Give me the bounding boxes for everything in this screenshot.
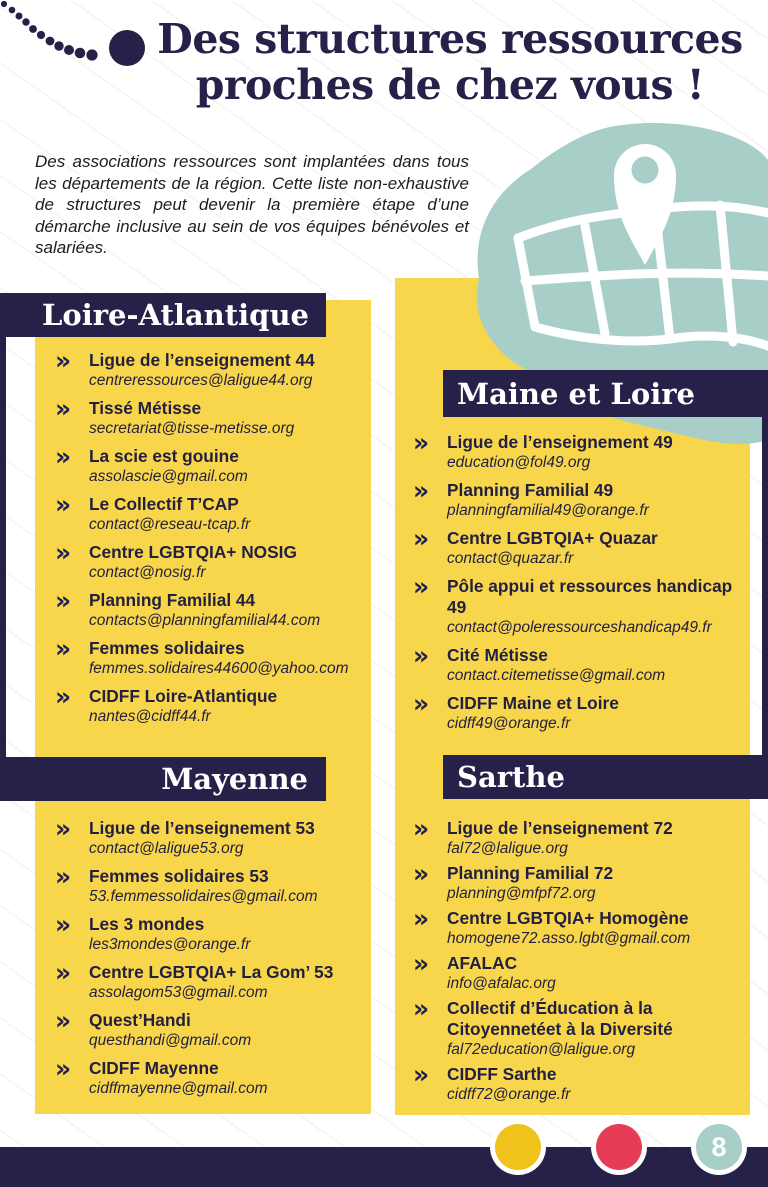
list-item — [413, 428, 750, 473]
org-email: cidff72@orange.fr — [447, 1086, 571, 1103]
title-line2: proches de chez vous ! — [195, 61, 705, 109]
org-name: La scie est gouine — [89, 446, 239, 466]
org-name: Ligue de l’enseignement 53 — [89, 818, 315, 838]
org-name: Femmes solidaires 53 — [89, 866, 269, 886]
org-email: nantes@cidff44.fr — [89, 708, 211, 725]
list-item — [413, 949, 750, 994]
org-email: cidffmayenne@gmail.com — [89, 1080, 268, 1097]
chevron-bullet-icon: » — [55, 958, 71, 987]
section-header-mayenne: Mayenne — [0, 757, 326, 801]
list-sarthe — [413, 814, 750, 1109]
org-email: contact@poleressourceshandicap49.fr — [447, 619, 712, 636]
chevron-bullet-icon: » — [413, 994, 429, 1023]
org-name: Planning Familial 49 — [447, 480, 614, 500]
chevron-bullet-icon: » — [55, 634, 71, 663]
org-email: questhandi@gmail.com — [89, 1032, 252, 1049]
list-mayenne — [55, 814, 360, 1106]
chevron-bullet-icon: » — [55, 346, 71, 375]
org-email: contact@reseau-tcap.fr — [89, 516, 251, 533]
list-item — [55, 910, 360, 955]
org-name: Centre LGBTQIA+ La Gom’ 53 — [89, 962, 334, 982]
org-email: planning@mfpf72.org — [447, 885, 596, 902]
chevron-bullet-icon: » — [413, 904, 429, 933]
org-email: education@fol49.org — [447, 454, 591, 471]
list-maine-et-loire — [413, 428, 750, 741]
org-email: contact.citemetisse@gmail.com — [447, 667, 666, 684]
org-name: Tissé Métisse — [89, 398, 202, 418]
org-name: Le Collectif T’CAP — [89, 494, 239, 514]
intro-paragraph: Des associations ressources sont implantées dans tous les départements de la région. Cette liste non-exhaustive de structures peut devenir la première étape d’une démarche inclusive au sein de vos équipes bénévoles et salariées. — [35, 152, 469, 257]
chevron-bullet-icon: » — [413, 1060, 429, 1089]
list-item — [413, 994, 750, 1060]
org-email: contact@nosig.fr — [89, 564, 206, 581]
page-title — [140, 16, 760, 108]
org-name: CIDFF Maine et Loire — [447, 693, 619, 713]
chevron-bullet-icon: » — [413, 572, 429, 601]
org-email: femmes.solidaires44600@yahoo.com — [89, 660, 349, 677]
chevron-bullet-icon: » — [55, 910, 71, 939]
org-email: info@afalac.org — [447, 975, 556, 992]
org-name: Ligue de l’enseignement 44 — [89, 350, 315, 370]
chevron-bullet-icon: » — [413, 428, 429, 457]
list-item — [55, 394, 360, 439]
org-name: Collectif d’Éducation à la Citoyennetéet à la Diversité — [447, 998, 673, 1039]
list-item — [413, 641, 750, 686]
chevron-bullet-icon: » — [55, 394, 71, 423]
list-item — [413, 1060, 750, 1105]
org-email: assolascie@gmail.com — [89, 468, 248, 485]
list-item — [55, 862, 360, 907]
org-email: secretariat@tisse-metisse.org — [89, 420, 295, 437]
footer-bar — [0, 1147, 768, 1187]
red-dot-badge — [591, 1119, 647, 1175]
list-item — [55, 490, 360, 535]
org-email: fal72@laligue.org — [447, 840, 568, 857]
page-number-badge — [691, 1119, 747, 1175]
chevron-bullet-icon: » — [413, 814, 429, 843]
list-item — [55, 814, 360, 859]
org-email: les3mondes@orange.fr — [89, 936, 251, 953]
list-item — [413, 524, 750, 569]
list-item — [413, 572, 750, 638]
org-name: Centre LGBTQIA+ Quazar — [447, 528, 658, 548]
right-edge-strip — [762, 416, 768, 756]
section-header-sarthe: Sarthe — [443, 755, 768, 799]
org-email: 53.femmessolidaires@gmail.com — [89, 888, 318, 905]
chevron-bullet-icon: » — [413, 476, 429, 505]
chevron-bullet-icon: » — [413, 689, 429, 718]
list-item — [413, 904, 750, 949]
chevron-bullet-icon: » — [55, 1006, 71, 1035]
org-email: contacts@planningfamilial44.com — [89, 612, 321, 629]
org-name: Planning Familial 72 — [447, 863, 614, 883]
org-name: CIDFF Loire-Atlantique — [89, 686, 278, 706]
org-name: Centre LGBTQIA+ Homogène — [447, 908, 689, 928]
red-dot — [596, 1124, 642, 1170]
dotted-trail-icon — [0, 0, 160, 80]
org-name: AFALAC — [447, 953, 518, 973]
list-item — [55, 538, 360, 583]
list-item — [55, 682, 360, 727]
chevron-bullet-icon: » — [413, 641, 429, 670]
list-item — [55, 442, 360, 487]
chevron-bullet-icon: » — [55, 442, 71, 471]
list-item — [413, 859, 750, 904]
left-edge-strip — [0, 336, 6, 758]
section-header-maine-et-loire: Maine et Loire — [443, 370, 768, 417]
org-email: homogene72.asso.lgbt@gmail.com — [447, 930, 691, 947]
org-email: cidff49@orange.fr — [447, 715, 571, 732]
org-name: Ligue de l’enseignement 49 — [447, 432, 673, 452]
list-item — [55, 958, 360, 1003]
list-item — [55, 1054, 360, 1099]
chevron-bullet-icon: » — [55, 1054, 71, 1083]
chevron-bullet-icon: » — [55, 490, 71, 519]
org-email: contact@quazar.fr — [447, 550, 574, 567]
org-name: CIDFF Mayenne — [89, 1058, 219, 1078]
chevron-bullet-icon: » — [55, 586, 71, 615]
org-email: fal72education@laligue.org — [447, 1041, 636, 1058]
list-loire-atlantique — [55, 346, 360, 734]
section-header-loire-atlantique: Loire-Atlantique — [0, 293, 326, 337]
chevron-bullet-icon: » — [413, 859, 429, 888]
chevron-bullet-icon: » — [413, 949, 429, 978]
chevron-bullet-icon: » — [55, 814, 71, 843]
org-name: Les 3 mondes — [89, 914, 205, 934]
chevron-bullet-icon: » — [55, 682, 71, 711]
org-name: Femmes solidaires — [89, 638, 245, 658]
yellow-dot — [495, 1124, 541, 1170]
org-name: CIDFF Sarthe — [447, 1064, 557, 1084]
org-name: Quest’Handi — [89, 1010, 191, 1030]
org-name: Centre LGBTQIA+ NOSIG — [89, 542, 297, 562]
list-item — [413, 689, 750, 734]
chevron-bullet-icon: » — [55, 538, 71, 567]
chevron-bullet-icon: » — [413, 524, 429, 553]
org-email: assolagom53@gmail.com — [89, 984, 268, 1001]
list-item — [55, 346, 360, 391]
chevron-bullet-icon: » — [55, 862, 71, 891]
org-name: Planning Familial 44 — [89, 590, 256, 610]
org-name: Cité Métisse — [447, 645, 548, 665]
list-item — [413, 476, 750, 521]
title-line1: Des structures ressources — [157, 15, 743, 63]
yellow-dot-badge — [490, 1119, 546, 1175]
org-email: planningfamilial49@orange.fr — [447, 502, 649, 519]
list-item — [55, 586, 360, 631]
list-item — [413, 814, 750, 859]
org-name: Ligue de l’enseignement 72 — [447, 818, 673, 838]
list-item — [55, 1006, 360, 1051]
list-item — [55, 634, 360, 679]
org-name: Pôle appui et ressources handicap 49 — [447, 576, 733, 617]
page-number: 8 — [696, 1124, 742, 1170]
org-email: centreressources@laligue44.org — [89, 372, 313, 389]
org-email: contact@laligue53.org — [89, 840, 244, 857]
